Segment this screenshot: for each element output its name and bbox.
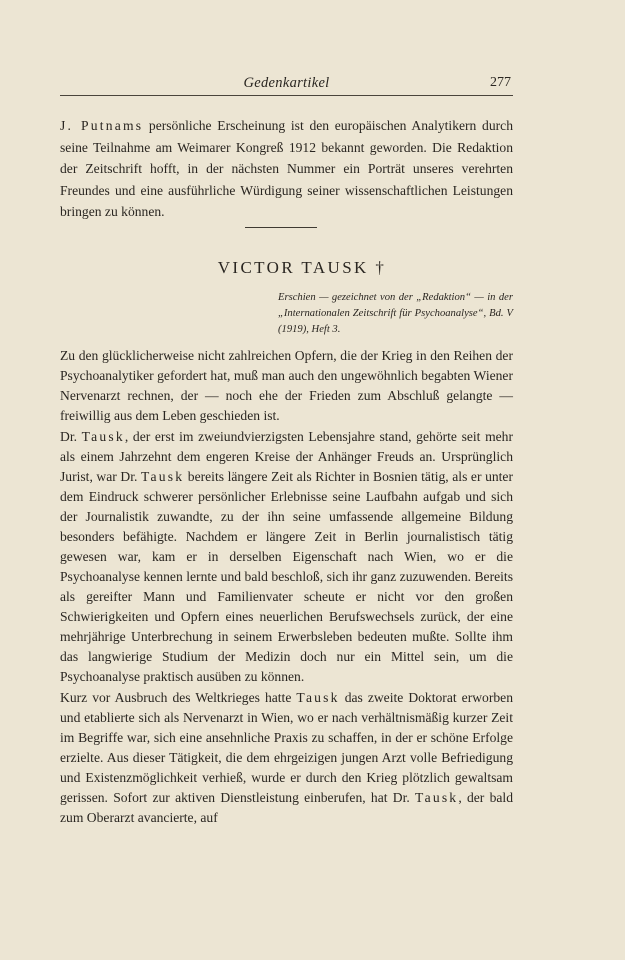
paragraph-text: Kurz vor Ausbruch des Weltkrieges hatte xyxy=(60,690,297,705)
paragraph-text: , der bald zum Oberarzt avancierte, auf xyxy=(60,790,513,825)
name-tausk: Tausk xyxy=(81,429,125,444)
paragraph xyxy=(60,688,513,828)
page-number: 277 xyxy=(490,75,511,90)
article-body xyxy=(60,346,513,828)
source-note: Erschien — gezeichnet von der „Redaktion“ — in der „Internationalen Zeitschrift für Psychoanalyse“, Bd. V (1919), Heft 3. xyxy=(278,292,513,335)
intro-text: persönliche Erscheinung ist den europäischen Analytikern durch seine Teilnahme am Weimarer Kongreß 1912 bekannt geworden. Die Redaktion der Zeitschrift hofft, in der nächsten Nummer ein Porträt unseres verehrten Freundes und eine ausführliche Würdigung seiner wissenschaftlichen Leistungen bringen zu können. xyxy=(60,118,513,219)
paragraph xyxy=(60,427,513,687)
intro-paragraph xyxy=(60,115,513,223)
name-tausk: Tausk xyxy=(140,469,185,484)
name-tausk: Tausk xyxy=(296,690,340,705)
paragraph xyxy=(60,346,513,426)
running-title: Gedenkartikel xyxy=(243,75,330,91)
paragraph-text: das zweite Doktorat erworben und etablierte sich als Nervenarzt in Wien, wo er nach verhältnismäßig kurzer Zeit im Begriffe war, sich eine ansehnliche Praxis zu schaffen, in der er schöne Erfolge erzielte. Aus dieser Tätigkeit, die dem ehrgeizigen jungen Arzt volle Befriedigung und Existenzmöglichkeit verhieß, wurde er durch den Krieg plötzlich gewaltsam gerissen. Sofort zur aktiven Dienstleistung einberufen, hat Dr. xyxy=(60,690,513,805)
paragraph-text: Zu den glücklicherweise nicht zahlreichen Opfern, die der Krieg in den Reihen der Psychoanalytiker gefordert hat, muß man auch den ungewöhnlich begabten Wiener Nervenarzt rechnen, der — noch ehe der Frieden zum Abschluß gelangte — freiwillig aus dem Leben geschieden ist. xyxy=(60,348,513,423)
name-tausk: Tausk xyxy=(415,790,459,805)
paragraph-text: Dr. xyxy=(60,429,82,444)
name-putnam: J. Putnams xyxy=(60,118,144,133)
paragraph-text: , der erst im zweiundvierzigsten Lebensjahre stand, gehörte seit mehr als einem Jahrzehnt dem engeren Kreise der Anhänger Freuds an. Ursprünglich Jurist, war Dr. xyxy=(60,429,513,484)
section-divider xyxy=(245,227,317,228)
paragraph-text: bereits längere Zeit als Richter in Bosnien tätig, als er unter dem Eindruck schwerer persönlicher Erlebnisse seine Laufbahn aufgab und sich der Journalistik zuwandte, zu der ihn seine umfassende allgemeine Bildung besonders befähigte. Nachdem er längere Zeit in Berlin journalistisch tätig gewesen war, kam er in derselben Eigenschaft nach Wien, wo er die Psychoanalyse kennen lernte und bald beschloß, sich ihr ganz zuzuwenden. Bereits als gereifter Mann und Familienvater scheute er nicht vor den großen Schwierigkeiten und Opfern eines neuerlichen Berufswechsels zurück, der eine mehrjährige Unterbrechung in seinem Erwerbsleben bedeuten mußte. Sollte ihm das langwierige Studium der Medizin doch nur ein Mittel sein, um die Psychoanalyse praktisch ausüben zu können. xyxy=(60,469,513,684)
running-head xyxy=(60,73,513,96)
article-title: VICTOR TAUSK † xyxy=(217,258,387,277)
